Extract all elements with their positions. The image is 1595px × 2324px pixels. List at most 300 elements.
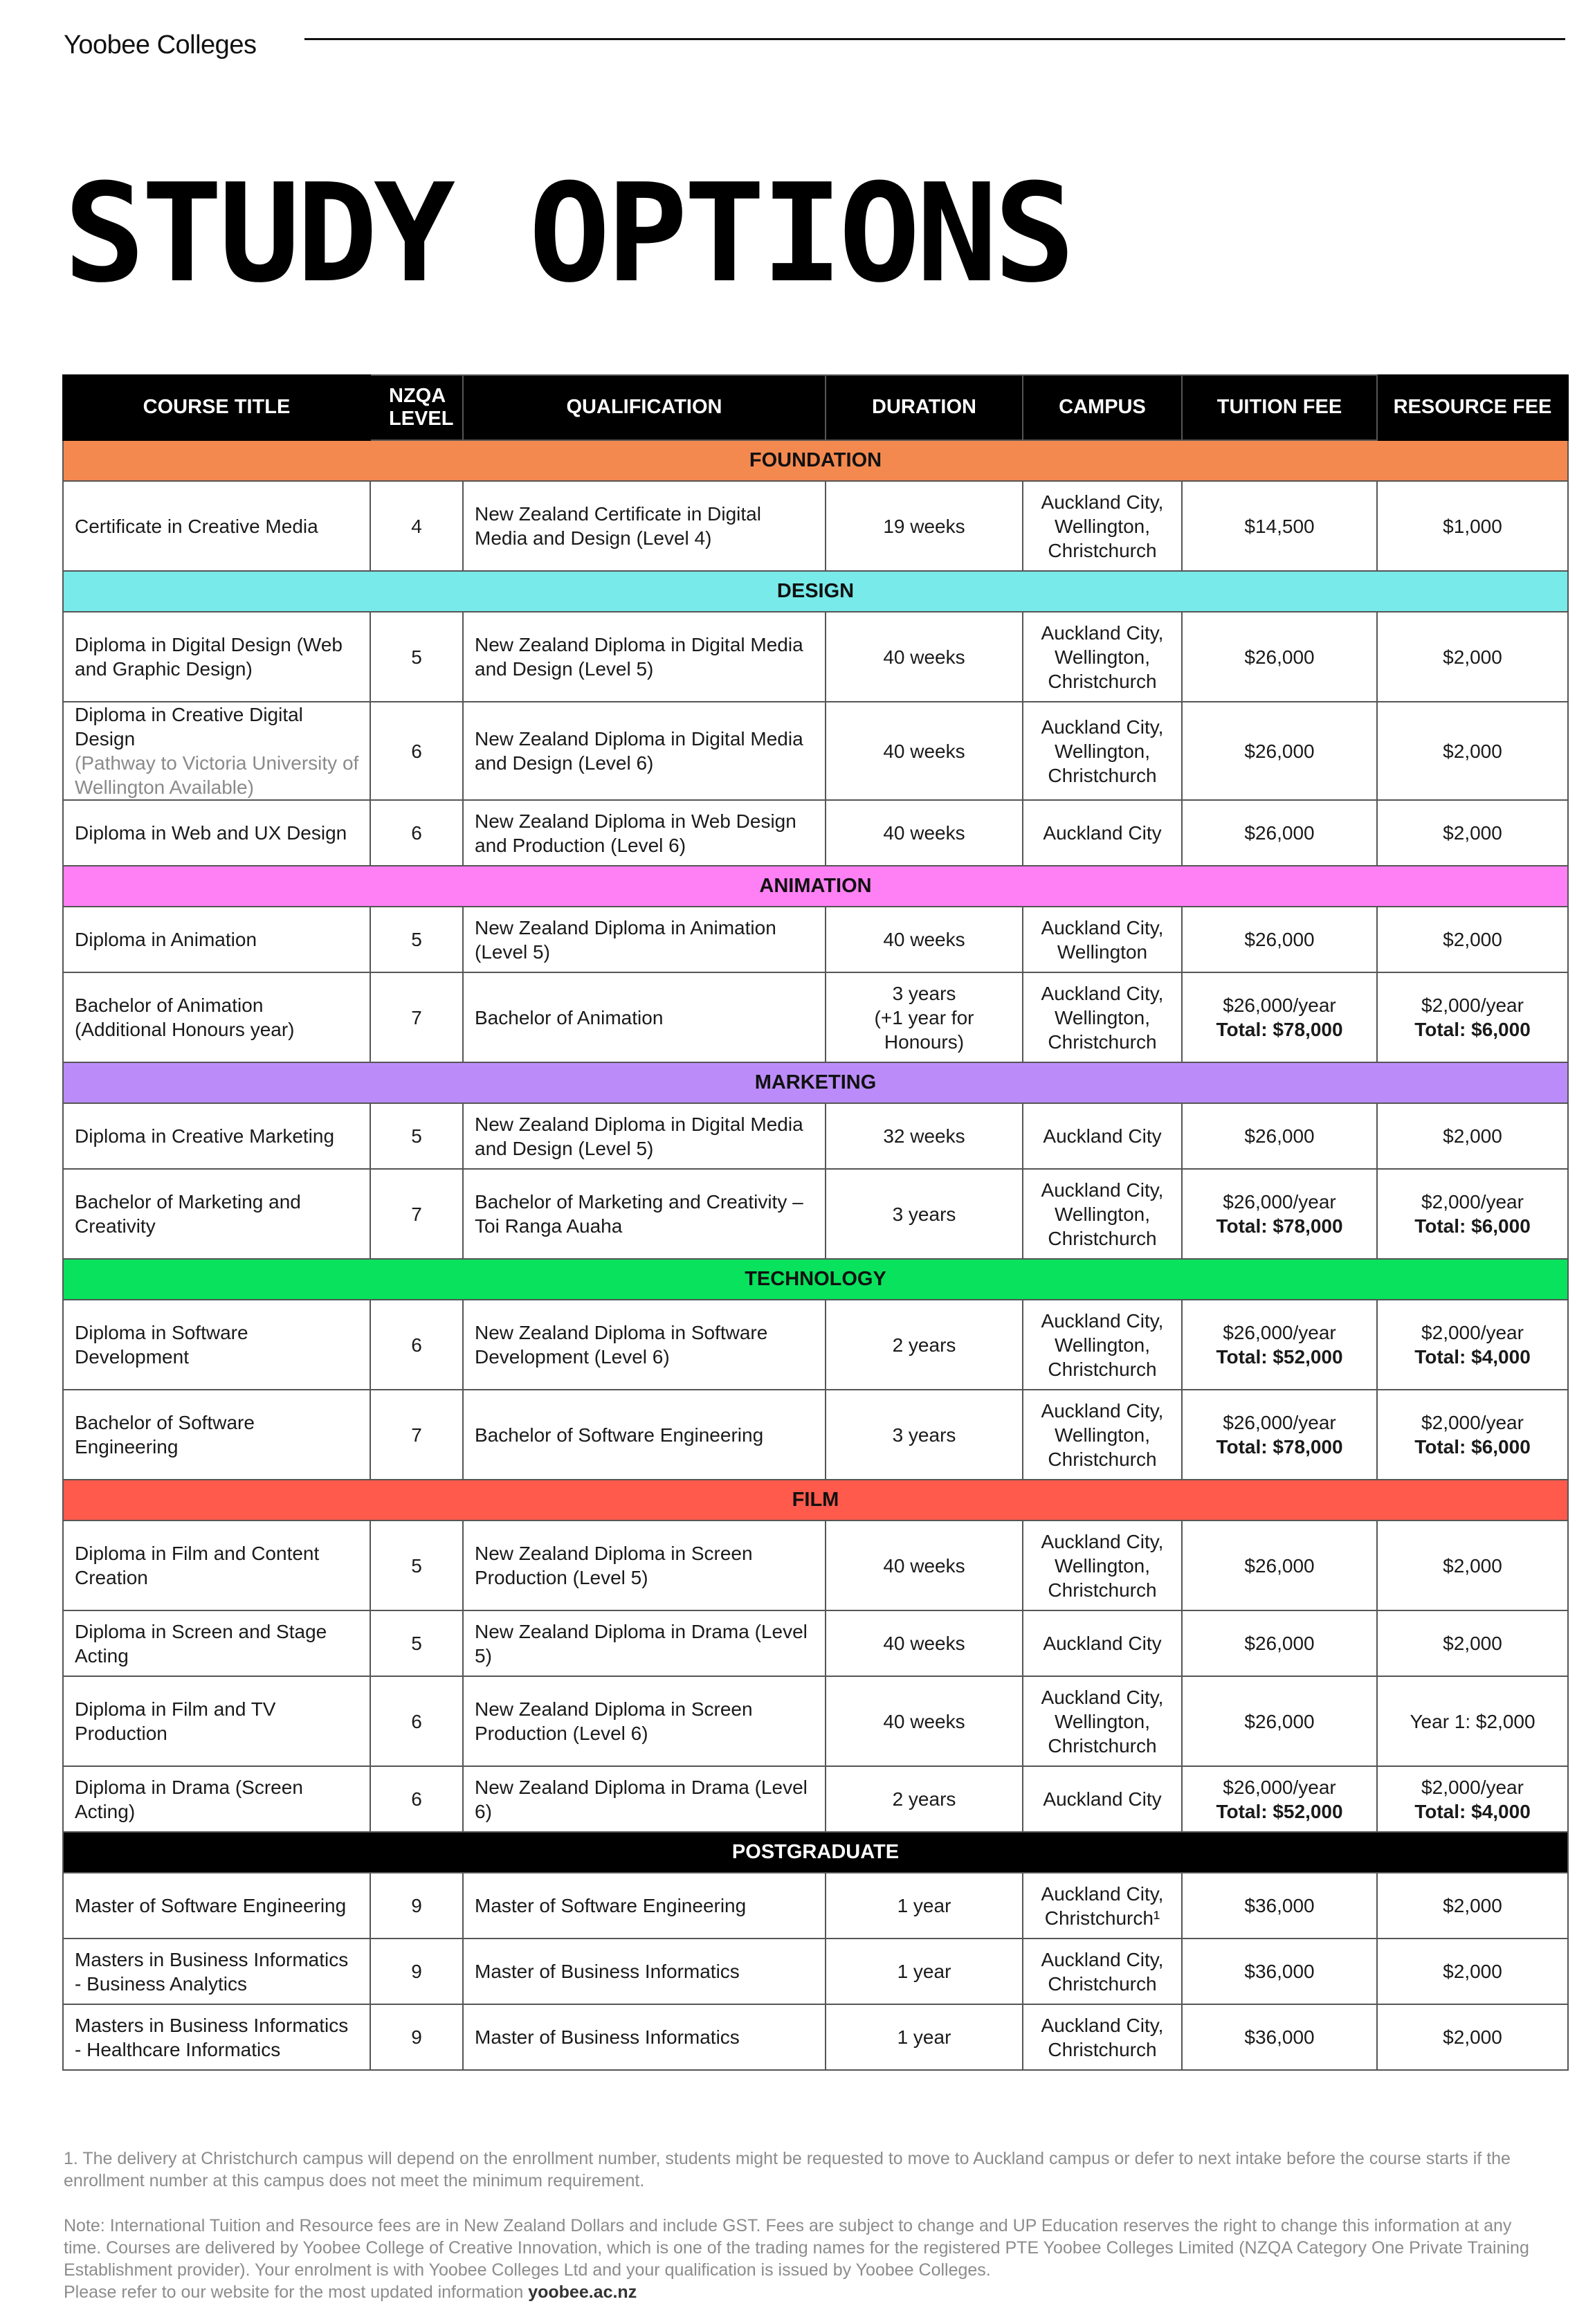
resource-fee-cell <box>1377 1873 1568 1939</box>
brand-name: Yoobee Colleges <box>64 30 257 60</box>
nzqa-level-cell <box>370 907 463 972</box>
course-title: Diploma in Animation <box>75 929 257 950</box>
duration: 3 years <box>892 1203 956 1225</box>
duration-cell <box>826 1103 1023 1169</box>
category-row <box>63 1832 1568 1873</box>
duration-cell <box>826 2004 1023 2070</box>
campus: Auckland City, Wellington, Christchurch <box>1041 982 1164 1053</box>
nzqa-level-cell <box>370 481 463 571</box>
tuition-fee-cell <box>1182 972 1377 1062</box>
table-header <box>63 375 1568 440</box>
tuition-fee-cell <box>1182 1520 1377 1610</box>
qualification-cell <box>463 1610 826 1676</box>
nzqa-level: 9 <box>411 1895 422 1916</box>
nzqa-level: 5 <box>411 1554 422 1577</box>
nzqa-level-cell <box>370 1103 463 1169</box>
study-options-table <box>62 374 1569 2071</box>
tuition-fee: $14,500 <box>1244 515 1315 537</box>
table-row <box>63 1676 1568 1766</box>
duration: 19 weeks <box>883 515 965 537</box>
qualification-cell <box>463 1390 826 1480</box>
category-label: ANIMATION <box>63 866 1568 907</box>
tuition-fee-total: Total: $78,000 <box>1216 1019 1343 1040</box>
tuition-fee-cell <box>1182 907 1377 972</box>
campus-cell <box>1023 907 1182 972</box>
resource-fee-cell <box>1377 1103 1568 1169</box>
tuition-fee-total: Total: $52,000 <box>1216 1346 1343 1368</box>
resource-fee: $2,000 <box>1443 1895 1502 1916</box>
duration-cell <box>826 1520 1023 1610</box>
tuition-fee-total: Total: $52,000 <box>1216 1800 1343 1822</box>
duration-cell <box>826 612 1023 702</box>
nzqa-level: 7 <box>411 1006 422 1028</box>
qualification: New Zealand Diploma in Digital Media and Design (Level 5) <box>475 1113 803 1159</box>
qualification: New Zealand Diploma in Screen Production (Level 5) <box>475 1543 753 1588</box>
qualification-cell <box>463 1676 826 1766</box>
duration: 1 year <box>897 2026 951 2048</box>
col-header-resource-fee: RESOURCE FEE <box>1377 375 1568 440</box>
nzqa-level-cell <box>370 1520 463 1610</box>
qualification: Master of Business Informatics <box>475 2026 740 2048</box>
table-row <box>63 1520 1568 1610</box>
duration-cell <box>826 1766 1023 1832</box>
course-title-cell <box>63 1520 370 1610</box>
tuition-fee-cell <box>1182 1103 1377 1169</box>
resource-fee: $2,000/year <box>1421 995 1524 1016</box>
resource-fee-total: Total: $4,000 <box>1414 1346 1531 1368</box>
course-title-cell <box>63 2004 370 2070</box>
resource-fee: Year 1: $2,000 <box>1410 1710 1535 1732</box>
tuition-fee: $26,000/year <box>1223 1412 1336 1433</box>
nzqa-level-cell <box>370 1300 463 1390</box>
qualification: New Zealand Diploma in Web Design and Production (Level 6) <box>475 810 796 856</box>
header-rule <box>304 38 1565 40</box>
nzqa-level-cell <box>370 1873 463 1939</box>
duration: 40 weeks <box>883 740 965 762</box>
table-row <box>63 1103 1568 1169</box>
campus: Auckland City, Wellington, Christchurch <box>1041 1530 1164 1601</box>
duration: 2 years <box>892 1788 956 1810</box>
qualification-cell <box>463 1766 826 1832</box>
nzqa-level: 5 <box>411 1633 422 1654</box>
duration: 2 years <box>892 1334 956 1356</box>
course-title-note: (Pathway to Victoria University of Wellington Available) <box>75 752 359 798</box>
category-row <box>63 1480 1568 1520</box>
course-title: Diploma in Film and Content Creation <box>75 1543 320 1588</box>
tuition-fee-cell <box>1182 1169 1377 1259</box>
tuition-fee: $26,000 <box>1244 1125 1315 1147</box>
campus: Auckland City <box>1043 822 1162 844</box>
tuition-fee: $26,000 <box>1244 1554 1315 1577</box>
tuition-fee-cell <box>1182 481 1377 571</box>
category-row <box>63 440 1568 481</box>
table-row <box>63 702 1568 800</box>
nzqa-level-cell <box>370 800 463 866</box>
nzqa-level: 6 <box>411 1710 422 1732</box>
campus-cell <box>1023 702 1182 800</box>
table-body <box>63 440 1568 2070</box>
tuition-fee: $26,000/year <box>1223 1322 1336 1343</box>
table-row <box>63 1939 1568 2004</box>
nzqa-level: 9 <box>411 2026 422 2048</box>
tuition-fee-cell <box>1182 612 1377 702</box>
duration: 40 weeks <box>883 929 965 950</box>
duration-cell <box>826 907 1023 972</box>
course-title-cell <box>63 1390 370 1480</box>
resource-fee-cell <box>1377 1390 1568 1480</box>
footnote-fees-note <box>64 2215 1551 2303</box>
course-title-cell <box>63 1103 370 1169</box>
category-label: DESIGN <box>63 571 1568 612</box>
resource-fee-cell <box>1377 1610 1568 1676</box>
qualification: Master of Business Informatics <box>475 1961 740 1982</box>
nzqa-level-cell <box>370 1766 463 1832</box>
table-row <box>63 1300 1568 1390</box>
table-row <box>63 972 1568 1062</box>
campus-cell <box>1023 1390 1182 1480</box>
duration: 40 weeks <box>883 1554 965 1577</box>
duration-cell <box>826 481 1023 571</box>
campus: Auckland City, Wellington <box>1041 916 1164 963</box>
resource-fee: $2,000 <box>1443 1554 1502 1577</box>
qualification-cell <box>463 1873 826 1939</box>
course-title-cell <box>63 1939 370 2004</box>
nzqa-level-cell <box>370 2004 463 2070</box>
campus-cell <box>1023 2004 1182 2070</box>
qualification-cell <box>463 1520 826 1610</box>
campus: Auckland City, Christchurch <box>1041 2014 1164 2060</box>
footnote-christchurch: 1. The delivery at Christchurch campus will depend on the enrollment number, students might be requested to move to Auckland campus or defer to next intake before the course starts if the enrollment number at this campus does not meet the minimum requirement. <box>64 2149 1511 2190</box>
campus-cell <box>1023 1610 1182 1676</box>
tuition-fee-cell <box>1182 1766 1377 1832</box>
qualification-cell <box>463 2004 826 2070</box>
nzqa-level: 7 <box>411 1203 422 1225</box>
category-row <box>63 866 1568 907</box>
course-title-cell <box>63 907 370 972</box>
category-label: POSTGRADUATE <box>63 1832 1568 1873</box>
col-header-nzqa-level <box>370 375 463 440</box>
tuition-fee: $36,000 <box>1244 1895 1315 1916</box>
resource-fee: $2,000/year <box>1421 1412 1524 1433</box>
category-row <box>63 1259 1568 1300</box>
nzqa-level: 4 <box>411 515 422 537</box>
nzqa-level-cell <box>370 972 463 1062</box>
campus: Auckland City, Wellington, Christchurch <box>1041 1179 1164 1249</box>
qualification-cell <box>463 800 826 866</box>
table-row <box>63 800 1568 866</box>
duration-cell <box>826 1610 1023 1676</box>
resource-fee: $2,000 <box>1443 822 1502 844</box>
tuition-fee: $26,000 <box>1244 740 1315 762</box>
col-header-tuition-fee: TUITION FEE <box>1182 375 1377 440</box>
col-header-qualification: QUALIFICATION <box>463 375 826 440</box>
qualification: Master of Software Engineering <box>475 1895 747 1916</box>
resource-fee-cell <box>1377 702 1568 800</box>
resource-fee-total: Total: $6,000 <box>1414 1215 1531 1237</box>
qualification: New Zealand Certificate in Digital Media and Design (Level 4) <box>475 503 761 549</box>
table-row <box>63 1169 1568 1259</box>
campus-cell <box>1023 1103 1182 1169</box>
resource-fee: $2,000/year <box>1421 1322 1524 1343</box>
duration-cell <box>826 1676 1023 1766</box>
resource-fee: $1,000 <box>1443 515 1502 537</box>
nzqa-level-cell <box>370 702 463 800</box>
course-title: Bachelor of Animation (Additional Honours year) <box>75 995 295 1040</box>
duration: 40 weeks <box>883 1633 965 1654</box>
tuition-fee-cell <box>1182 1390 1377 1480</box>
qualification: Bachelor of Software Engineering <box>475 1424 764 1446</box>
duration-cell <box>826 1939 1023 2004</box>
col-header-campus: CAMPUS <box>1023 375 1182 440</box>
duration: 1 year <box>897 1961 951 1982</box>
course-title: Master of Software Engineering <box>75 1895 347 1916</box>
duration-cell <box>826 972 1023 1062</box>
campus-cell <box>1023 612 1182 702</box>
qualification: New Zealand Diploma in Animation (Level 5) <box>475 916 776 963</box>
duration: 3 years <box>892 1424 956 1446</box>
qualification: New Zealand Diploma in Drama (Level 6) <box>475 1776 808 1822</box>
duration-cell <box>826 702 1023 800</box>
campus-cell <box>1023 1939 1182 2004</box>
table-row <box>63 1390 1568 1480</box>
duration-cell <box>826 1169 1023 1259</box>
resource-fee: $2,000/year <box>1421 1191 1524 1213</box>
resource-fee-cell <box>1377 1766 1568 1832</box>
course-title: Bachelor of Software Engineering <box>75 1412 255 1458</box>
qualification-cell <box>463 1300 826 1390</box>
table-row <box>63 907 1568 972</box>
tuition-fee-cell <box>1182 1300 1377 1390</box>
campus: Auckland City, Wellington, Christchurch <box>1041 1309 1164 1380</box>
course-title: Diploma in Creative Marketing <box>75 1125 335 1147</box>
footnote-website-line <box>64 2281 1551 2303</box>
course-title: Diploma in Drama (Screen Acting) <box>75 1776 303 1822</box>
tuition-fee-cell <box>1182 1873 1377 1939</box>
campus: Auckland City, Wellington, Christchurch <box>1041 621 1164 692</box>
website-link[interactable]: yoobee.ac.nz <box>528 2282 637 2302</box>
course-title: Diploma in Digital Design (Web and Graphic Design) <box>75 634 343 680</box>
resource-fee-cell <box>1377 1676 1568 1766</box>
nzqa-level: 7 <box>411 1424 422 1446</box>
qualification-cell <box>463 1169 826 1259</box>
tuition-fee: $26,000 <box>1244 929 1315 950</box>
duration: 40 weeks <box>883 1710 965 1732</box>
page-title: STUDY OPTIONS <box>64 155 1072 313</box>
tuition-fee-cell <box>1182 1939 1377 2004</box>
course-title-cell <box>63 1766 370 1832</box>
course-title: Masters in Business Informatics - Business Analytics <box>75 1948 349 1995</box>
tuition-fee: $26,000/year <box>1223 1191 1336 1213</box>
resource-fee-cell <box>1377 1520 1568 1610</box>
resource-fee: $2,000 <box>1443 1125 1502 1147</box>
resource-fee: $2,000 <box>1443 929 1502 950</box>
qualification: New Zealand Diploma in Digital Media and Design (Level 5) <box>475 634 803 680</box>
duration: 3 years <box>892 982 956 1004</box>
resource-fee-cell <box>1377 972 1568 1062</box>
resource-fee-cell <box>1377 2004 1568 2070</box>
course-title-cell <box>63 1169 370 1259</box>
qualification: New Zealand Diploma in Screen Production (Level 6) <box>475 1698 753 1744</box>
duration-cell <box>826 1390 1023 1480</box>
course-title-cell <box>63 1300 370 1390</box>
course-title-cell <box>63 1676 370 1766</box>
campus-cell <box>1023 800 1182 866</box>
tuition-fee: $36,000 <box>1244 1961 1315 1982</box>
category-label: FILM <box>63 1480 1568 1520</box>
qualification-cell <box>463 907 826 972</box>
resource-fee-total: Total: $6,000 <box>1414 1019 1531 1040</box>
nzqa-level-cell <box>370 1676 463 1766</box>
nzqa-level-cell <box>370 1939 463 2004</box>
resource-fee: $2,000 <box>1443 740 1502 762</box>
course-title: Certificate in Creative Media <box>75 515 318 537</box>
category-label: TECHNOLOGY <box>63 1259 1568 1300</box>
duration-note: (+1 year for Honours) <box>874 1006 974 1053</box>
campus-cell <box>1023 1676 1182 1766</box>
tuition-fee-cell <box>1182 800 1377 866</box>
resource-fee-cell <box>1377 1939 1568 2004</box>
resource-fee: $2,000 <box>1443 1633 1502 1654</box>
qualification: New Zealand Diploma in Drama (Level 5) <box>475 1620 808 1667</box>
campus: Auckland City <box>1043 1633 1162 1654</box>
tuition-fee-cell <box>1182 702 1377 800</box>
nzqa-level: 5 <box>411 1125 422 1147</box>
col-header-duration: DURATION <box>826 375 1023 440</box>
tuition-fee-cell <box>1182 2004 1377 2070</box>
duration: 1 year <box>897 1895 951 1916</box>
campus: Auckland City <box>1043 1788 1162 1810</box>
resource-fee-cell <box>1377 907 1568 972</box>
tuition-fee: $26,000 <box>1244 1633 1315 1654</box>
table-row <box>63 481 1568 571</box>
resource-fee-cell <box>1377 1300 1568 1390</box>
table-row <box>63 1610 1568 1676</box>
nzqa-level: 6 <box>411 740 422 762</box>
table-row <box>63 1873 1568 1939</box>
qualification: Bachelor of Marketing and Creativity – Toi Ranga Auaha <box>475 1191 803 1237</box>
campus-cell <box>1023 1520 1182 1610</box>
duration-cell <box>826 1873 1023 1939</box>
resource-fee: $2,000 <box>1443 1961 1502 1982</box>
campus-cell <box>1023 972 1182 1062</box>
tuition-fee-cell <box>1182 1610 1377 1676</box>
nzqa-level: 9 <box>411 1961 422 1982</box>
course-title-cell <box>63 1610 370 1676</box>
qualification-cell <box>463 481 826 571</box>
course-title-cell <box>63 800 370 866</box>
duration: 40 weeks <box>883 822 965 844</box>
tuition-fee: $26,000/year <box>1223 1776 1336 1798</box>
course-title: Diploma in Film and TV Production <box>75 1698 276 1744</box>
qualification: Bachelor of Animation <box>475 1006 664 1028</box>
category-label: FOUNDATION <box>63 440 1568 481</box>
nzqa-level-cell <box>370 1169 463 1259</box>
campus: Auckland City, Wellington, Christchurch <box>1041 1686 1164 1756</box>
resource-fee-cell <box>1377 481 1568 571</box>
resource-fee: $2,000 <box>1443 2026 1502 2048</box>
course-title: Diploma in Screen and Stage Acting <box>75 1620 327 1667</box>
table-row <box>63 2004 1568 2070</box>
course-title-cell <box>63 972 370 1062</box>
resource-fee-total: Total: $6,000 <box>1414 1436 1531 1458</box>
duration: 40 weeks <box>883 646 965 668</box>
course-title-cell <box>63 1873 370 1939</box>
course-title: Diploma in Web and UX Design <box>75 822 347 844</box>
qualification-cell <box>463 972 826 1062</box>
category-label: MARKETING <box>63 1062 1568 1103</box>
qualification-cell <box>463 702 826 800</box>
course-title: Diploma in Software Development <box>75 1322 248 1368</box>
tuition-fee: $26,000/year <box>1223 995 1336 1016</box>
campus: Auckland City, Christchurch <box>1041 1948 1164 1995</box>
nzqa-level: 6 <box>411 1334 422 1356</box>
nzqa-level-cell <box>370 612 463 702</box>
campus-cell <box>1023 1169 1182 1259</box>
tuition-fee: $26,000 <box>1244 822 1315 844</box>
qualification: New Zealand Diploma in Software Development (Level 6) <box>475 1322 768 1368</box>
qualification-cell <box>463 1939 826 2004</box>
tuition-fee-cell <box>1182 1676 1377 1766</box>
nzqa-level-cell <box>370 1390 463 1480</box>
course-title: Diploma in Creative Digital Design <box>75 704 303 750</box>
duration-cell <box>826 800 1023 866</box>
resource-fee-cell <box>1377 1169 1568 1259</box>
campus-cell <box>1023 481 1182 571</box>
duration-cell <box>826 1300 1023 1390</box>
tuition-fee-total: Total: $78,000 <box>1216 1436 1343 1458</box>
course-title-cell <box>63 612 370 702</box>
resource-fee-cell <box>1377 800 1568 866</box>
qualification-cell <box>463 612 826 702</box>
campus: Auckland City, Christchurch¹ <box>1041 1882 1164 1929</box>
resource-fee-total: Total: $4,000 <box>1414 1800 1531 1822</box>
duration: 32 weeks <box>883 1125 965 1147</box>
course-title-cell <box>63 702 370 800</box>
col-header-course-title: COURSE TITLE <box>63 375 370 440</box>
col-header-nzqa-level-text: NZQA LEVEL <box>389 384 454 430</box>
resource-fee: $2,000 <box>1443 646 1502 668</box>
table-row <box>63 612 1568 702</box>
tuition-fee-total: Total: $78,000 <box>1216 1215 1343 1237</box>
category-row <box>63 571 1568 612</box>
nzqa-level-cell <box>370 1610 463 1676</box>
campus-cell <box>1023 1766 1182 1832</box>
nzqa-level: 5 <box>411 929 422 950</box>
campus: Auckland City, Wellington, Christchurch <box>1041 1399 1164 1470</box>
campus: Auckland City <box>1043 1125 1162 1147</box>
qualification-cell <box>463 1103 826 1169</box>
category-row <box>63 1062 1568 1103</box>
resource-fee-cell <box>1377 612 1568 702</box>
campus-cell <box>1023 1300 1182 1390</box>
tuition-fee: $26,000 <box>1244 646 1315 668</box>
campus: Auckland City, Wellington, Christchurch <box>1041 716 1164 786</box>
nzqa-level: 5 <box>411 646 422 668</box>
footnote-fees-text: Note: International Tuition and Resource fees are in New Zealand Dollars and include GST. Fees are subject to change and UP Education reserves the right to change this information at any time. Courses are delivered by Yoobee College of Creative Innovation, which is one of the trading names for the registered PTE Yoobee Colleges Limited (NZQA Category One Private Training Establishment provider). Your enrolment is with Yoobee Colleges Ltd and your qualification is issued by Yoobee Colleges. <box>64 2216 1529 2280</box>
campus-cell <box>1023 1873 1182 1939</box>
course-title: Masters in Business Informatics - Healthcare Informatics <box>75 2014 349 2060</box>
qualification: New Zealand Diploma in Digital Media and Design (Level 6) <box>475 728 803 774</box>
nzqa-level: 6 <box>411 1788 422 1810</box>
course-title-cell <box>63 481 370 571</box>
tuition-fee: $36,000 <box>1244 2026 1315 2048</box>
campus: Auckland City, Wellington, Christchurch <box>1041 491 1164 561</box>
footnote-website-prefix: Please refer to our website for the most updated information <box>64 2282 529 2302</box>
resource-fee: $2,000/year <box>1421 1776 1524 1798</box>
nzqa-level: 6 <box>411 822 422 844</box>
table-row <box>63 1766 1568 1832</box>
tuition-fee: $26,000 <box>1244 1710 1315 1732</box>
